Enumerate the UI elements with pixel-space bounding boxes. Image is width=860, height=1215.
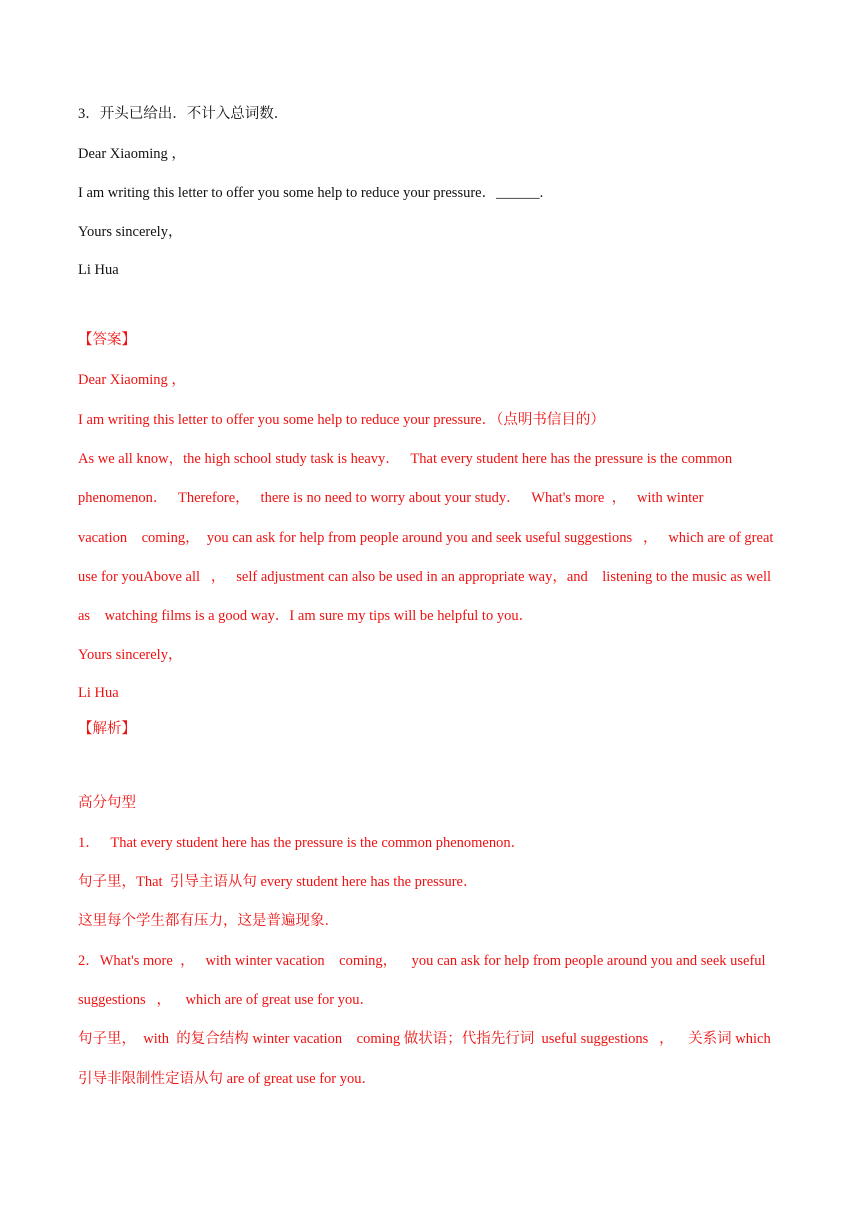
question-closing: Yours sincerely，	[78, 224, 183, 240]
analysis-line: 2．What's more ， with winter vacation coming， you can ask for help from people around you and seek useful	[78, 953, 766, 969]
question-signature: Li Hua	[78, 262, 119, 278]
analysis-line: 1． That every student here has the pressure is the common phenomenon．	[78, 835, 526, 851]
answer-line: Yours sincerely，	[78, 647, 183, 663]
answer-line: use for youAbove all ， self adjustment can also be used in an appropriate way，and listening to the music as well	[78, 569, 772, 585]
answer-line: as watching films is a good way．I am sure my tips will be helpful to you．	[78, 608, 534, 624]
answer-line: I am writing this letter to offer you some help to reduce your pressure．（点明书信目的）	[78, 412, 605, 428]
answer-line: Li Hua	[78, 685, 119, 701]
analysis-line: 引导非限制性定语从句 are of great use for you．	[78, 1071, 376, 1087]
question-greeting: Dear Xiaoming ，	[78, 146, 186, 162]
question-opening: I am writing this letter to offer you some help to reduce your pressure．______.	[78, 185, 544, 201]
analysis-line: suggestions ， which are of great use for you．	[78, 992, 374, 1008]
answer-line: phenomenon． Therefore， there is no need to worry about your study． What's more ， with winter	[78, 490, 704, 506]
analysis-line: 句子里，That 引导主语从句 every student here has the pressure．	[78, 874, 478, 890]
answer-heading: 【答案】	[78, 332, 136, 348]
question-instruction: 3．开头已给出．不计入总词数．	[78, 106, 289, 122]
analysis-line: 句子里， with 的复合结构 winter vacation coming 做状语；代指先行词 useful suggestions ， 关系词 which	[78, 1031, 771, 1047]
answer-line: vacation coming， you can ask for help from people around you and seek useful suggestions ， which are of great	[78, 530, 774, 546]
answer-line: As we all know，the high school study task is heavy． That every student here has the pressure is the common	[78, 451, 733, 467]
analysis-line: 这里每个学生都有压力，这是普遍现象．	[78, 913, 339, 929]
answer-line: Dear Xiaoming ，	[78, 372, 186, 388]
analysis-heading: 【解析】	[78, 721, 136, 737]
analysis-line: 高分句型	[78, 795, 136, 811]
